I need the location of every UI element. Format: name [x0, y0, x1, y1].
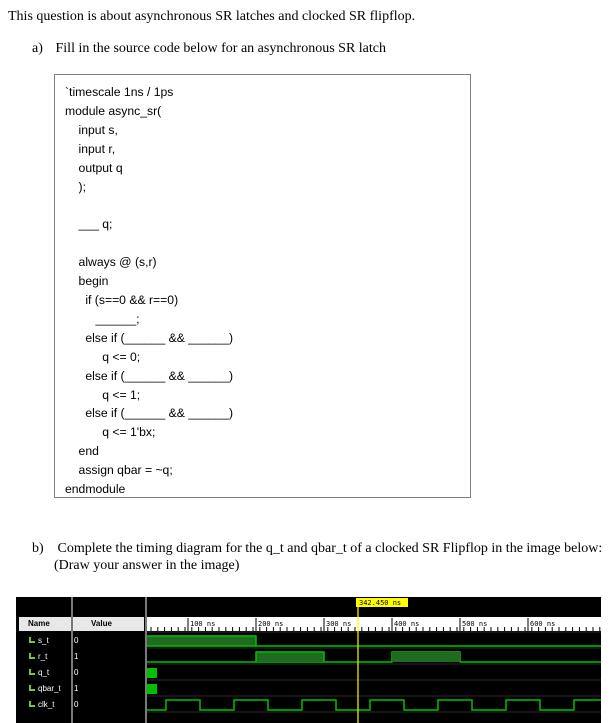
- code-line: else if (______ && ______): [65, 406, 234, 421]
- code-line: q <= 1;: [65, 387, 141, 402]
- r-t-high-fill: [392, 652, 460, 662]
- question-a: [32, 41, 386, 57]
- code-line: );: [65, 179, 86, 194]
- code-line: output q: [65, 160, 123, 175]
- code-line: endmodule: [65, 482, 126, 497]
- code-line: ______;: [65, 311, 140, 326]
- name-column-header: Name: [19, 617, 71, 631]
- code-line: q <= 1'bx;: [65, 425, 156, 440]
- question-a-text: Fill in the source code below for an asynchronous SR latch: [55, 41, 386, 56]
- time-label: 100 ns: [190, 620, 216, 628]
- code-line: always @ (s,r): [65, 255, 157, 270]
- signal-value: 0: [74, 668, 79, 677]
- time-label: 300 ns: [326, 620, 352, 628]
- time-label: 600 ns: [530, 620, 556, 628]
- s-t-high-fill: [147, 636, 256, 646]
- code-line: if (s==0 && r==0): [65, 292, 179, 307]
- code-line: assign qbar = ~q;: [65, 463, 173, 478]
- signal-value: 0: [74, 636, 79, 645]
- waveform-viewer: [16, 597, 601, 723]
- time-label: 500 ns: [462, 620, 488, 628]
- signal-value: 0: [74, 700, 79, 709]
- code-line: else if (______ && ______): [65, 368, 234, 383]
- code-line: input r,: [65, 141, 116, 156]
- r-t-trace: [147, 652, 601, 662]
- time-label: 200 ns: [258, 620, 284, 628]
- code-line: `timescale 1ns / 1ps: [65, 85, 174, 99]
- intro-text: This question is about asynchronous SR latches and clocked SR flipflop.: [8, 9, 416, 24]
- code-line: begin: [65, 274, 109, 289]
- signal-name: qbar_t: [38, 684, 61, 693]
- code-box: [54, 74, 471, 498]
- question-b-label: b): [32, 541, 44, 556]
- code-line: module async_sr(: [65, 103, 162, 118]
- signal-name: clk_t: [38, 700, 55, 709]
- code-line: q <= 0;: [65, 349, 141, 364]
- code-line: [65, 234, 233, 253]
- question-b-instruction: (Draw your answer in the image): [54, 558, 240, 573]
- signal-value: 1: [74, 652, 79, 661]
- question-b: [32, 540, 603, 573]
- code-line: ___ q;: [65, 217, 113, 232]
- signal-value: 1: [74, 684, 79, 693]
- value-column-header: Value: [73, 617, 144, 631]
- code-line: input s,: [65, 122, 118, 137]
- question-b-text: Complete the timing diagram for the q_t and qbar_t of a clocked SR Flipflop in the image below:: [57, 541, 603, 556]
- signal-name: r_t: [38, 652, 48, 661]
- cursor-time-label: 342.450 ns: [359, 599, 402, 607]
- qbar-t-stub: [147, 684, 157, 694]
- time-label: 400 ns: [394, 620, 420, 628]
- code-line: end: [65, 444, 99, 459]
- code-line: [65, 196, 233, 215]
- signal-name: q_t: [38, 668, 50, 677]
- verilog-code: [65, 83, 233, 499]
- r-t-high-fill-2: [256, 652, 324, 662]
- waveform-plot[interactable]: [16, 597, 601, 723]
- clk-t-trace: [147, 700, 601, 710]
- question-a-label: a): [32, 41, 43, 56]
- q-t-stub: [147, 668, 157, 678]
- signal-name: s_t: [38, 636, 49, 645]
- code-line: else if (______ && ______): [65, 330, 234, 345]
